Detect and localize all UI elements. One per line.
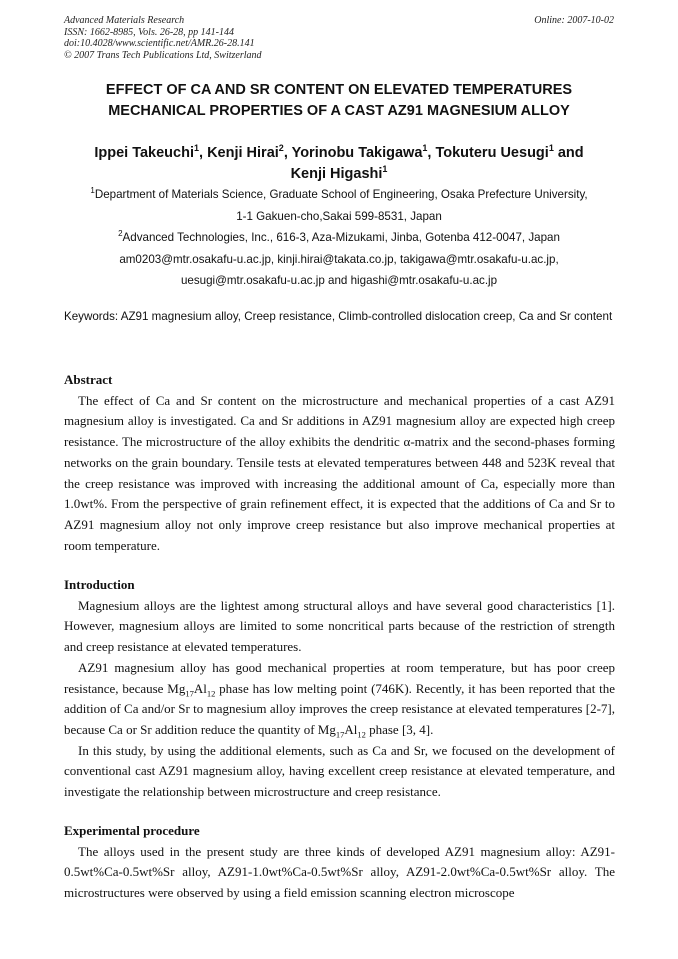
author-conjunction: and	[557, 145, 584, 161]
abstract-heading: Abstract	[64, 372, 113, 387]
author-affiliation-mark: 1	[422, 143, 428, 154]
issn-line: ISSN: 1662-8985, Vols. 26-28, pp 141-144	[64, 26, 234, 38]
author-name: Yorinobu Takigawa	[291, 145, 423, 161]
affiliation-text: Advanced Technologies, Inc., 616-3, Aza-Mizukami, Jinba, Gotenba 412-0047, Japan	[122, 231, 560, 244]
introduction-paragraph-3: In this study, by using the additional elements, such as Ca and Sr, we focused on the development of conventional cast AZ91 magnesium alloy, having excellent creep resistance at elevated temperature, and investigate the relationship between microstructure and creep resistance.	[64, 742, 615, 800]
affiliations	[40, 184, 638, 292]
online-date: Online: 2007-10-02	[534, 15, 614, 26]
author-affiliation-mark: 1	[548, 143, 554, 154]
affiliation-number: 1	[90, 186, 95, 196]
subscript: 12	[357, 729, 366, 740]
copyright-line: © 2007 Trans Tech Publications Ltd, Switzerland	[64, 49, 262, 61]
introduction-paragraph-1: Magnesium alloys are the lightest among structural alloys and have several good characteristics [1]. However, magnesium alloys are limited to some noncritical parts because of the restriction of strength and creep resistance at elevated temperatures.	[64, 597, 615, 655]
subscript: 12	[206, 688, 216, 699]
title-line-2: MECHANICAL PROPERTIES OF A CAST AZ91 MAGNESIUM ALLOY	[108, 103, 570, 119]
author-line-1: Ippei Takeuchi$^1$, Kenji Hirai$^2$, Yorinobu Takigawa$^1$, Tokuteru Uesugi$^1$ and	[94, 143, 584, 161]
title-line-1: EFFECT OF CA AND SR CONTENT ON ELEVATED TEMPERATURES	[105, 82, 573, 98]
text-run: Al	[193, 680, 207, 696]
keywords: Keywords: AZ91 magnesium alloy, Creep resistance, Climb-controlled dislocation creep, Ca and Sr content	[64, 310, 613, 323]
experimental-section	[64, 821, 615, 904]
doi-line[interactable]: doi:10.4028/www.scientific.net/AMR.26-28.141	[64, 38, 255, 49]
author-name: Ippei Takeuchi	[94, 145, 194, 161]
introduction-section	[64, 575, 615, 803]
text-run: phase has low melting point (746K). Recently, it has been reported that the addition of Ca and/or Sr to magnesium alloy improves the creep resistance at elevated temperatures [2-7], because Ca or Sr addition reduce the quantity of Mg	[64, 680, 616, 737]
author-affiliation-mark: 1	[194, 143, 200, 154]
introduction-heading: Introduction	[64, 577, 135, 592]
text-run: Al	[344, 721, 358, 737]
author-line-2	[40, 164, 638, 185]
experimental-paragraph-1: The alloys used in the present study are three kinds of developed AZ91 magnesium alloy: AZ91-0.5wt%Ca-0.5wt%Sr alloy, AZ91-1.0wt%Ca-0.5wt%Sr alloy, AZ91-2.0wt%Ca-0.5wt%Sr alloy. The microstructures were observed by using a field emission scanning electron microscope	[64, 843, 615, 901]
author-affiliation-mark: 2	[278, 143, 284, 154]
text-run: AZ91 magnesium alloy has good mechanical properties at room temperature, but has poor creep resistance, because Mg	[64, 659, 615, 696]
abstract-text: The effect of Ca and Sr content on the microstructure and mechanical properties of a cast AZ91 magnesium alloy is investigated. Ca and Sr additions in AZ91 magnesium alloy are expected high creep resistance. The microstructure of the alloy exhibits the dendritic α-matrix and the second-phases forming networks on the grain boundary. Tensile tests at elevated temperatures between 448 and 523K reveal that the creep resistance was improved with increasing the additional amount of Ca, especially more than 1.0wt%. From the perspective of grain refinement effect, it is expected that the additions of Ca and Sr to AZ91 magnesium alloy not only improve creep resistance but also improve mechanical properties at room temperature.	[64, 392, 615, 553]
subscript: 17	[185, 688, 194, 699]
journal-header	[64, 15, 262, 61]
author-name: Kenji Higashi	[290, 166, 383, 182]
affiliation-1-line-1	[40, 184, 638, 206]
subscript: 17	[335, 729, 345, 740]
affiliation-number: 2	[118, 229, 123, 239]
email-line-2[interactable]: uesugi@mtr.osakafu-u.ac.jp and higashi@mtr.osakafu-u.ac.jp	[180, 274, 498, 287]
affiliation-text: Department of Materials Science, Graduate School of Engineering, Osaka Prefecture University,	[94, 188, 588, 201]
introduction-paragraph-2	[64, 658, 615, 741]
abstract-section	[64, 370, 615, 556]
email-line-1[interactable]: am0203@mtr.osakafu-u.ac.jp, kinji.hirai@takata.co.jp, takigawa@mtr.osakafu-u.ac.jp,	[119, 252, 559, 266]
affiliation-1-line-2: 1-1 Gakuen-cho,Sakai 599-8531, Japan	[236, 209, 442, 223]
author-name: Kenji Hirai	[207, 145, 279, 161]
author-list	[40, 143, 638, 185]
journal-name: Advanced Materials Research	[64, 15, 185, 26]
experimental-heading: Experimental procedure	[64, 823, 200, 838]
affiliation-2-line-1	[40, 227, 638, 249]
author-affiliation-mark: 1	[382, 164, 388, 175]
author-name: Tokuteru Uesugi	[435, 145, 549, 161]
paper-title	[40, 80, 638, 122]
text-run: phase [3, 4].	[365, 721, 434, 737]
